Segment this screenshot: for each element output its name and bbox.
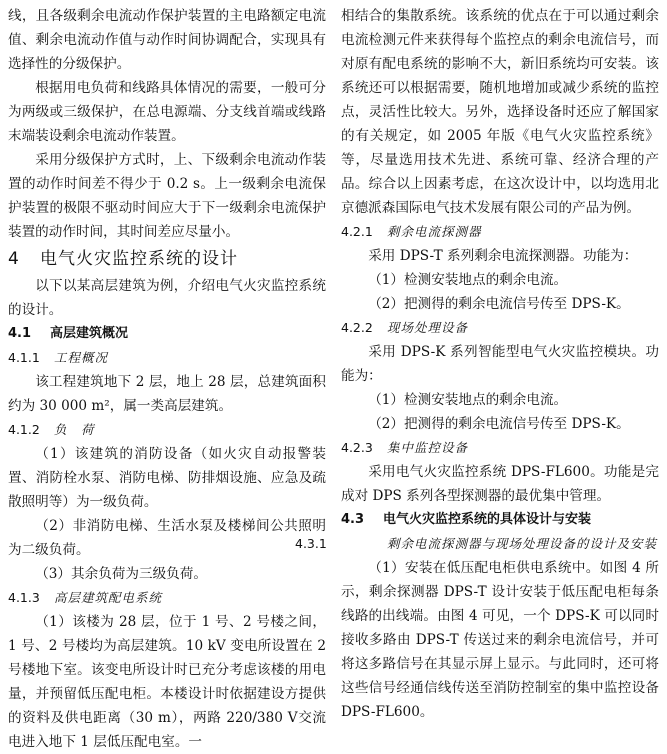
section-4-1-3-title: 高层建筑配电系统 xyxy=(54,590,163,605)
section-4-2-3-title: 集中监控设备 xyxy=(387,440,469,455)
section-4-2-1-number: 4.2.1 xyxy=(341,224,373,239)
left-column xyxy=(8,4,326,754)
section-4-1-1-title: 工程概况 xyxy=(54,350,109,365)
section-4-1-title: 高层建筑概况 xyxy=(50,326,129,341)
section-4-1-2-title: 负 荷 xyxy=(54,422,95,437)
grading-paragraph: 根据用电负荷和线路具体情况的需要，一般可分为两级或三级保护，在总电源端、分支线首端或线路末端装设剩余电流动作装置。 xyxy=(8,80,326,144)
section-4-2-1-heading xyxy=(341,220,659,244)
continued-paragraph-left: 线，且各级剩余电流动作保护装置的主电路额定电流值、剩余电流动作值与动作时间协调配合，实现具有选择性的分级保护。 xyxy=(8,8,326,72)
detector-item-1: （1）检测安装地点的剩余电流。 xyxy=(368,272,568,288)
section-4-2-2-heading xyxy=(341,316,659,340)
onsite-item-1: （1）检测安装地点的剩余电流。 xyxy=(368,392,568,408)
section-4-3-heading xyxy=(341,508,659,532)
section-4-1-number: 4.1 xyxy=(8,326,32,341)
section-4-1-heading xyxy=(8,322,326,346)
onsite-item-2: （2）把测得的剩余电流信号传至 DPS-K。 xyxy=(368,416,630,432)
section-4-1-1-number: 4.1.1 xyxy=(8,350,40,365)
section-4-2-2-number: 4.2.2 xyxy=(341,320,373,335)
central-paragraph: 采用电气火灾监控系统 DPS-FL600。功能是完成对 DPS 系列各型探测器的最优集中管理。 xyxy=(341,464,659,504)
section-4-3-1-title: 剩余电流探测器与现场处理设备的设计及安装 xyxy=(387,536,658,551)
section-4-3-number: 4.3 xyxy=(341,512,365,527)
section-4-2-3-heading xyxy=(341,436,659,460)
load-item-3: （3）其余负荷为三级负荷。 xyxy=(35,566,207,582)
section-4-2-3-number: 4.2.3 xyxy=(341,440,373,455)
detector-paragraph: 采用 DPS-T 系列剩余电流探测器。功能为： xyxy=(368,248,638,264)
section-4-1-3-heading xyxy=(8,586,326,610)
right-column xyxy=(295,4,659,724)
section-4-number: 4 xyxy=(8,249,20,269)
section-4-3-1-heading xyxy=(295,532,659,556)
section-4-1-2-number: 4.1.2 xyxy=(8,422,40,437)
section-4-3-1-number: 4.3.1 xyxy=(295,536,327,551)
detector-item-2: （2）把测得的剩余电流信号传至 DPS-K。 xyxy=(368,296,630,312)
section-4-1-3-number: 4.1.3 xyxy=(8,590,40,605)
load-item-2: （2）非消防电梯、生活水泵及楼梯间公共照明为二级负荷。 xyxy=(8,518,326,558)
overview-paragraph: 该工程建筑地下 2 层，地上 28 层，总建筑面积约为 30 000 m²，属一类高层建筑。 xyxy=(8,374,326,414)
section-4-1-1-heading xyxy=(8,346,326,370)
section-4-2-2-title: 现场处理设备 xyxy=(387,320,469,335)
load-item-1: （1）该建筑的消防设备（如火灾自动报警装置、消防栓水泵、消防电梯、防排烟设施、应急及疏散照明等）为一级负荷。 xyxy=(8,446,326,510)
section-4-1-2-heading xyxy=(8,418,326,442)
section-4-title: 电气火灾监控系统的设计 xyxy=(40,249,238,269)
timing-paragraph: 采用分级保护方式时，上、下级剩余电流动作装置的动作时间差不得少于 0.2 s。上一级剩余电流保护装置的极限不驱动时间应大于下一级剩余电流保护装置的动作时间，其时间差应尽量小。 xyxy=(8,152,326,240)
install-paragraph: （1）安装在低压配电柜供电系统中。如图 4 所示，剩余探测器 DPS-T 设计安装于低压配电柜每条线路的出线端。由图 4 可见，一个 DPS-K 可以同时接收多路由 DPS-T 传送过来的剩余电流信号，并可将这多路信号在其显示屏上显示。与此同时，还可将这些信号经通信线传送至消防控制室的集中监控设备 DPS-FL600。 xyxy=(341,560,659,720)
intro-paragraph: 以下以某高层建筑为例，介绍电气火灾监控系统的设计。 xyxy=(8,278,326,318)
onsite-paragraph: 采用 DPS-K 系列智能型电气火灾监控模块。功能为： xyxy=(341,344,659,384)
section-4-heading xyxy=(8,244,326,274)
distribution-paragraph: （1）该楼为 28 层，位于 1 号、2 号楼之间，1 号、2 号楼均为高层建筑。10 kV 变电所设置在 2 号楼地下室。该变电所设计时已充分考虑该楼的用电量，并预留低压配电柜。本楼设计时依据建设方提供的资料及供电距离（30 m），两路 220/380 V交流电进入地下 1 层低压配电室。一 xyxy=(8,614,326,750)
section-4-3-title: 电气火灾监控系统的具体设计与安装 xyxy=(383,512,592,527)
continued-paragraph-right: 相结合的集散系统。该系统的优点在于可以通过剩余电流检测元件来获得每个监控点的剩余电流信号，而对原有配电系统的影响不大，新旧系统均可安装。该系统还可以根据需要，随机地增加或减少系统的监控点，灵活性比较大。另外，选择设备时还应了解国家的有关规定，如 2005 年版《电气火灾监控系统》等，尽量选用技术先进、系统可靠、经济合理的产品。综合以上因素考虑，在这次设计中，以均选用北京德派森国际电气技术发展有限公司的产品为例。 xyxy=(341,8,659,216)
section-4-2-1-title: 剩余电流探测器 xyxy=(387,224,482,239)
